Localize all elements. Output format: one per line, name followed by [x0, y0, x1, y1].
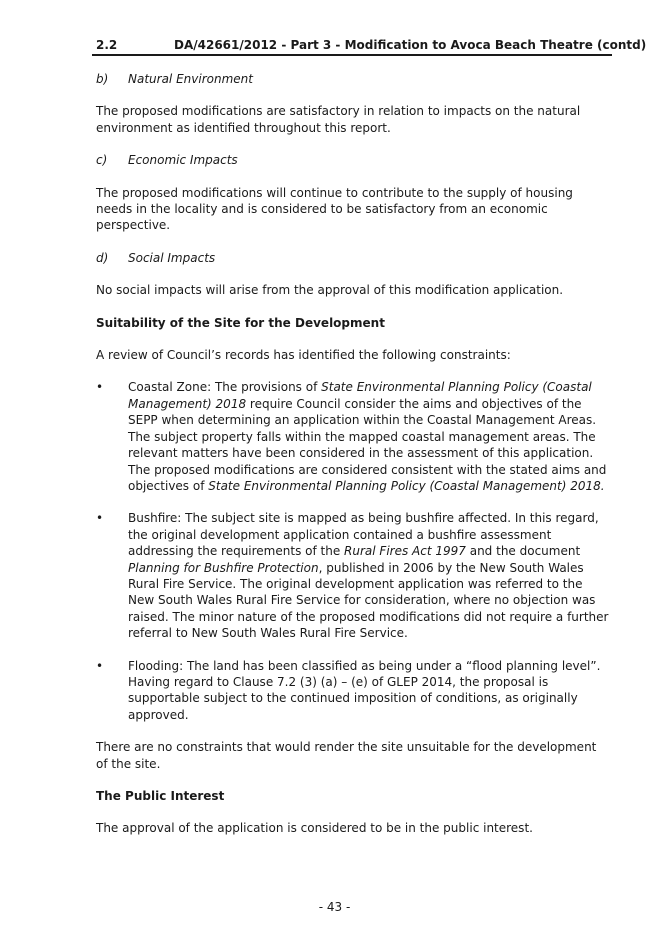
section-number: 2.2	[96, 38, 118, 52]
suitability-intro: A review of Council’s records has identified the following constraints:	[96, 348, 511, 363]
public-interest-heading: The Public Interest	[96, 789, 225, 803]
coastal-text-2: require Council consider the aims and objectives of the SEPP when determining an application within the Coastal Management Areas. The subject property falls within the mapped coastal management areas. The relevant matters have been considered in the assessment of this application. The proposed modifications are considered consistent with the stated aims and objectives of	[128, 396, 607, 493]
subhead-letter: b)	[96, 72, 109, 86]
natural-environment-paragraph: The proposed modifications are satisfactory in relation to impacts on the natural environment as identified throughout this report.	[96, 104, 581, 135]
subhead-letter: d)	[96, 250, 109, 265]
economic-impacts-paragraph: The proposed modifications will continue to contribute to the supply of housing needs in the locality and is considered to be satisfactory from an economic perspective.	[96, 185, 573, 233]
constraint-bushfire	[96, 510, 610, 641]
constraint-coastal-zone	[96, 379, 610, 494]
page-number: - 43 -	[318, 900, 351, 914]
coastal-italic-2: State Environmental Planning Policy (Coastal Management) 2018.	[208, 478, 605, 493]
coastal-text-1: Coastal Zone: The provisions of	[128, 380, 322, 395]
bushfire-italic-1: Rural Fires Act 1997	[344, 544, 466, 559]
bushfire-text-2: and the document	[465, 544, 581, 559]
bullet-icon: •	[96, 511, 104, 526]
subhead-text: Natural Environment	[128, 72, 253, 86]
coastal-italic-1: State Environmental Planning Policy (Coastal Management) 2018	[128, 380, 592, 411]
bullet-icon: •	[96, 380, 104, 395]
bushfire-italic-2: Planning for Bushfire Protection	[128, 560, 319, 575]
subhead-letter: c)	[96, 153, 108, 168]
bullet-icon: •	[96, 658, 104, 673]
document-body	[96, 71, 610, 853]
suitability-heading: Suitability of the Site for the Development	[96, 315, 385, 330]
public-interest-paragraph: The approval of the application is considered to be in the public interest.	[96, 821, 533, 836]
subhead-text: Social Impacts	[128, 250, 216, 265]
header-title: DA/42661/2012 - Part 3 - Modification to Avoca Beach Theatre (contd)	[174, 38, 647, 52]
social-impacts-heading	[96, 250, 610, 266]
bushfire-text-3: , published in 2006 by the New South Wales Rural Fire Service. The original development application was referred to the New South Wales Rural Fire Service for consideration, where no objection was raised. The minor nature of the proposed modifications did not require a further referral to New South Wales Rural Fire Service.	[128, 560, 609, 641]
economic-impacts-heading	[96, 152, 610, 168]
flooding-text: Flooding: The land has been classified as being under a “flood planning level”. Having regard to Clause 7.2 (3) (a) – (e) of GLEP 2014, the proposal is supportable subject to the continued imposition of conditions, as originally approved.	[128, 658, 601, 722]
header-rule	[92, 54, 612, 56]
natural-environment-heading	[96, 71, 610, 87]
suitability-conclusion: There are no constraints that would render the site unsuitable for the development of the site.	[96, 740, 597, 771]
subhead-text: Economic Impacts	[128, 153, 238, 168]
bushfire-text-1: Bushfire: The subject site is mapped as being bushfire affected. In this regard, the original development application contained a bushfire assessment addressing the requirements of the	[128, 511, 599, 559]
social-impacts-paragraph: No social impacts will arise from the approval of this modification application.	[96, 283, 564, 298]
constraint-flooding	[96, 658, 610, 724]
constraints-list	[96, 379, 610, 723]
